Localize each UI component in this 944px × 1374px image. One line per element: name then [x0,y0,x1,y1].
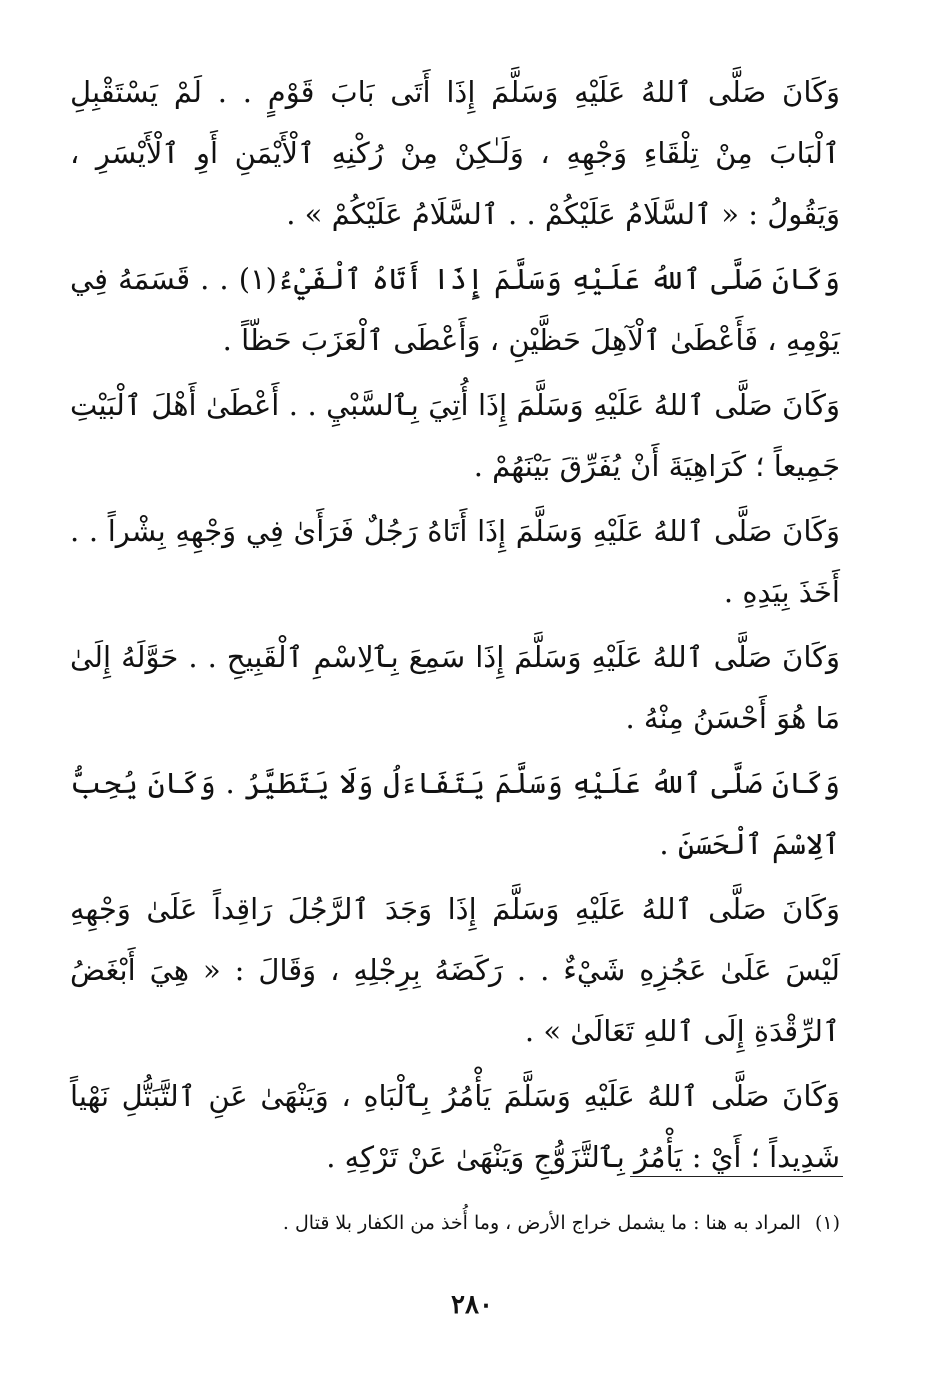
page-number: ٢٨٠ [451,1290,493,1320]
paragraph-6: وَكَانَ صَلَّى ٱللهُ عَلَيْهِ وَسَلَّمَ يَتَفَاءَلُ وَلَا يَتَطَيَّرُ . وَكَانَ يُحِبُّ ٱلِاسْمَ ٱلْحَسَنَ . [70,766,840,861]
paragraph-1: وَكَانَ صَلَّى ٱللهُ عَلَيْهِ وَسَلَّمَ إِذَا أَتَى بَابَ قَوْمٍ . . لَمْ يَسْتَقْبِلِ ٱلْبَابَ مِنْ تِلْقَاءِ وَجْهِهِ ، وَلَـٰكِنْ مِنْ رُكْنِهِ ٱلْأَيْمَنِ أَوِ ٱلْأَيْسَرِ ، وَيَقُولُ : « ٱلسَّلَامُ عَلَيْكُمْ . . ٱلسَّلَامُ عَلَيْكُمْ » . [70,75,840,231]
paragraph-3: وَكَانَ صَلَّى ٱللهُ عَلَيْهِ وَسَلَّمَ إِذَا أُتِيَ بِٱلسَّبْيِ . . أَعْطَىٰ أَهْلَ ٱلْبَيْتِ جَمِيعاً ؛ كَرَاهِيَةَ أَنْ يُفَرِّقَ بَيْنَهُمْ . [70,388,840,483]
paragraph-8: وَكَانَ صَلَّى ٱللهُ عَلَيْهِ وَسَلَّمَ يَأْمُرُ بِٱلْبَاهِ ، وَيَنْهَىٰ عَنِ ٱلتَّبَتُّلِ نَهْياً شَدِيداً ؛ أَيْ : يَأْمُرُ بِٱلتَّزَوُّجِ وَيَنْهَىٰ عَنْ تَرْكِهِ . [70,1079,840,1174]
footnote-divider [630,1176,843,1177]
footnote-number: (١) [814,1212,840,1234]
footnote [70,1208,840,1238]
paragraph-5: وَكَانَ صَلَّى ٱللهُ عَلَيْهِ وَسَلَّمَ إِذَا سَمِعَ بِٱلِاسْمِ ٱلْقَبِيحِ . . حَوَّلَهُ إِلَىٰ مَا هُوَ أَحْسَنُ مِنْهُ . [70,640,840,735]
paragraph-4: وَكَانَ صَلَّى ٱللهُ عَلَيْهِ وَسَلَّمَ إِذَا أَتَاهُ رَجُلٌ فَرَأَىٰ فِي وَجْهِهِ بِشْراً . . أَخَذَ بِيَدِهِ . [70,514,840,609]
footnote-text: المراد به هنا : ما يشمل خراج الأرض ، وما أُخذ من الكفار بلا قتال . [282,1212,801,1234]
paragraph-2: وَكَانَ صَلَّى ٱللهُ عَلَيْهِ وَسَلَّمَ إِذَا أَتَاهُ ٱلْفَيْءُ(١) . . قَسَمَهُ فِي يَوْمِهِ ، فَأَعْطَىٰ ٱلْآهِلَ حَظَّيْنِ ، وَأَعْطَى ٱلْعَزَبَ حَظّاً . [70,262,840,357]
page-body [70,62,840,1192]
paragraph-7: وَكَانَ صَلَّى ٱللهُ عَلَيْهِ وَسَلَّمَ إِذَا وَجَدَ ٱلرَّجُلَ رَاقِداً عَلَىٰ وَجْهِهِ لَيْسَ عَلَىٰ عَجُزِهِ شَيْءٌ . . رَكَضَهُ بِرِجْلِهِ ، وَقَالَ : « هِيَ أَبْغَضُ ٱلرِّقْدَةِ إِلَى ٱللهِ تَعَالَىٰ » . [70,892,840,1048]
